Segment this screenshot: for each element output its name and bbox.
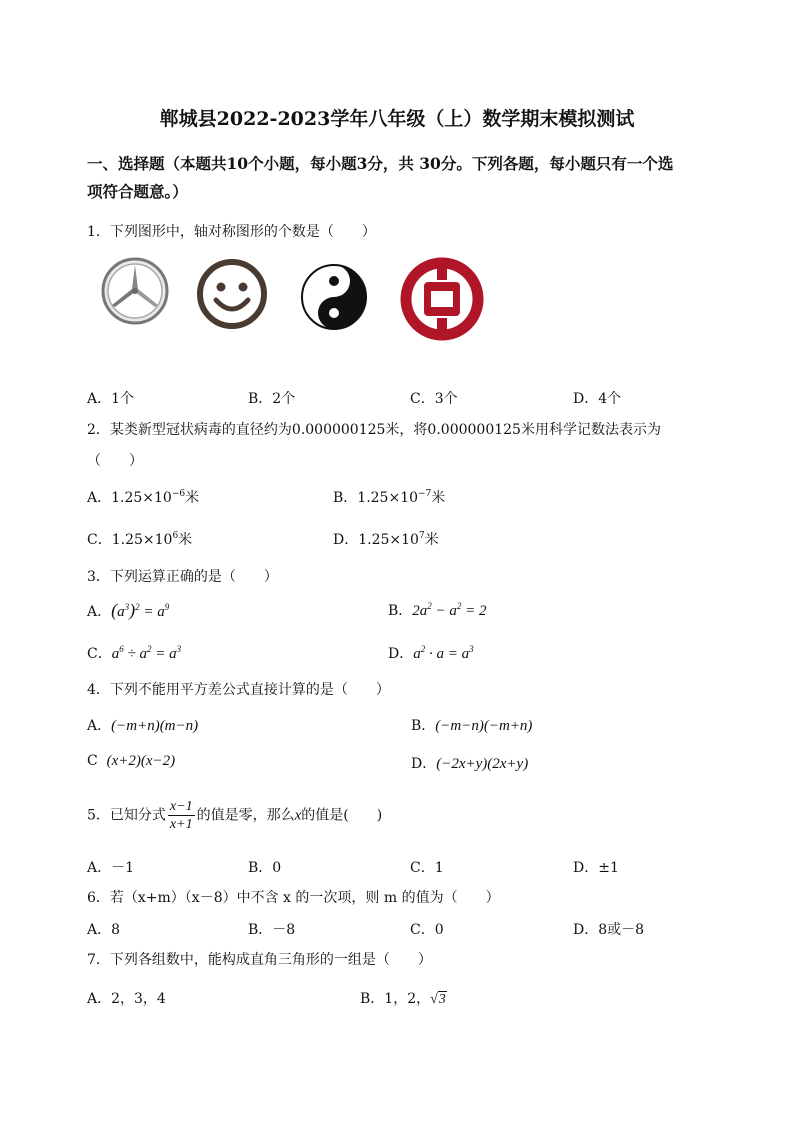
q5-option-d[interactable]: D．±1 bbox=[573, 860, 619, 876]
option-label: A． bbox=[87, 604, 112, 620]
math-expression: $(a^3)^2 = a^9$ bbox=[111, 600, 170, 620]
option-label: A． bbox=[87, 490, 112, 506]
q1-option-d[interactable]: D．4个 bbox=[573, 391, 622, 407]
mercedes-logo-icon bbox=[100, 256, 170, 326]
smiley-face-icon bbox=[196, 258, 268, 330]
q2-option-a[interactable] bbox=[87, 487, 199, 507]
question-1-stem: 1．下列图形中，轴对称图形的个数是（ ） bbox=[87, 224, 376, 240]
q1-option-b[interactable]: B．2个 bbox=[248, 391, 296, 407]
option-unit: 米 bbox=[431, 490, 446, 506]
question-5-stem bbox=[87, 798, 382, 833]
q2-option-d[interactable] bbox=[333, 529, 439, 549]
option-unit: 米 bbox=[424, 532, 439, 548]
math-expression: (−m+n)(m−n) bbox=[111, 718, 199, 734]
math-expression: $a^2 \cdot a = a^3$ bbox=[413, 644, 474, 662]
option-label: A． bbox=[87, 718, 112, 734]
math-expression: (x+2)(x−2) bbox=[106, 753, 176, 769]
option-label: C． bbox=[87, 532, 112, 548]
option-label: C bbox=[87, 753, 98, 769]
page-title: 郸城县2022-2023学年八年级（上）数学期末模拟测试 bbox=[159, 108, 635, 130]
q6-option-b[interactable]: B．－8 bbox=[248, 922, 296, 938]
question-2-stem: 2．某类新型冠状病毒的直径约为0.000000125米，将0.000000125米用科学记数法表示为 bbox=[87, 422, 661, 438]
question-4-stem: 4．下列不能用平方差公式直接计算的是（ ） bbox=[87, 682, 390, 698]
option-exponent: −7 bbox=[418, 489, 432, 499]
fraction-numerator: x−1 bbox=[169, 799, 193, 814]
option-base: 1.25×10 bbox=[111, 490, 172, 506]
option-exponent: 6 bbox=[172, 531, 179, 541]
radicand: 3 bbox=[438, 992, 446, 1007]
math-expression: (−m−n)(−m+n) bbox=[435, 718, 533, 734]
q5-option-c[interactable]: C．1 bbox=[410, 860, 444, 876]
section-header-line1: 一、选择题（本题共10个小题，每小题3分，共 30分。下列各题，每小题只有一个选 bbox=[87, 154, 674, 173]
q2-option-c[interactable] bbox=[87, 529, 192, 549]
variable: x bbox=[294, 807, 302, 824]
option-unit: 米 bbox=[178, 532, 193, 548]
math-expression: $2a^2 - a^2 = 2$ bbox=[412, 601, 487, 619]
q5-option-b[interactable]: B．0 bbox=[248, 860, 282, 876]
q6-option-d[interactable]: D．8或－8 bbox=[573, 922, 645, 938]
option-base: 1.25×10 bbox=[358, 532, 419, 548]
yin-yang-icon bbox=[300, 263, 368, 331]
q3-option-c[interactable] bbox=[87, 643, 181, 663]
question-7-stem: 7．下列各组数中，能构成直角三角形的一组是（ ） bbox=[87, 952, 432, 968]
option-label: B． bbox=[411, 718, 436, 734]
q4-option-c[interactable] bbox=[87, 753, 175, 770]
option-exponent: −6 bbox=[171, 489, 186, 499]
q3-option-b[interactable] bbox=[388, 600, 487, 620]
q6-option-c[interactable]: C．0 bbox=[410, 922, 444, 938]
stem-text: 的值是零，那么 bbox=[196, 807, 295, 824]
option-exponent: 7 bbox=[418, 531, 425, 541]
option-label: B． bbox=[333, 490, 358, 506]
q3-option-a[interactable] bbox=[87, 600, 169, 621]
q1-option-a[interactable]: A．1个 bbox=[87, 391, 135, 407]
stem-text: 的值是( ) bbox=[301, 807, 383, 824]
q1-option-c[interactable]: C．3个 bbox=[410, 391, 458, 407]
option-base: 1.25×10 bbox=[111, 532, 173, 548]
section-header-line2: 项符合题意。） bbox=[87, 182, 188, 201]
q7-option-b[interactable] bbox=[360, 988, 447, 1008]
q4-option-a[interactable] bbox=[87, 715, 198, 735]
option-label: D． bbox=[333, 532, 359, 548]
option-label: C． bbox=[87, 646, 112, 662]
math-expression: $a^6 \div a^2 = a^3$ bbox=[111, 644, 182, 662]
q5-option-a[interactable]: A．－1 bbox=[87, 860, 135, 876]
bank-of-china-logo-icon bbox=[399, 256, 485, 342]
q6-option-a[interactable]: A．8 bbox=[87, 922, 121, 938]
square-root: √3 bbox=[430, 992, 446, 1007]
option-unit: 米 bbox=[185, 490, 200, 506]
q3-option-d[interactable] bbox=[388, 643, 474, 663]
fraction bbox=[168, 798, 195, 833]
q2-option-b[interactable] bbox=[333, 487, 445, 507]
q4-option-b[interactable] bbox=[411, 715, 532, 735]
q7-option-a[interactable]: A．2，3，4 bbox=[87, 991, 166, 1007]
option-label: D． bbox=[388, 646, 414, 662]
question-3-stem: 3．下列运算正确的是（ ） bbox=[87, 569, 278, 585]
math-expression: (−2x+y)(2x+y) bbox=[436, 756, 529, 772]
question-6-stem: 6．若（x+m）（x－8）中不含 x 的一次项，则 m 的值为（ ） bbox=[87, 890, 500, 906]
question-2-stem-cont: （ ） bbox=[87, 453, 143, 469]
option-base: 1.25×10 bbox=[357, 490, 419, 506]
stem-text: 5．已知分式 bbox=[87, 807, 166, 824]
q4-option-d[interactable] bbox=[411, 753, 528, 773]
fraction-denominator: x+1 bbox=[169, 817, 193, 832]
option-label: B． bbox=[388, 603, 413, 619]
option-label: D． bbox=[411, 756, 437, 772]
option-text: B．1，2， bbox=[360, 991, 431, 1007]
